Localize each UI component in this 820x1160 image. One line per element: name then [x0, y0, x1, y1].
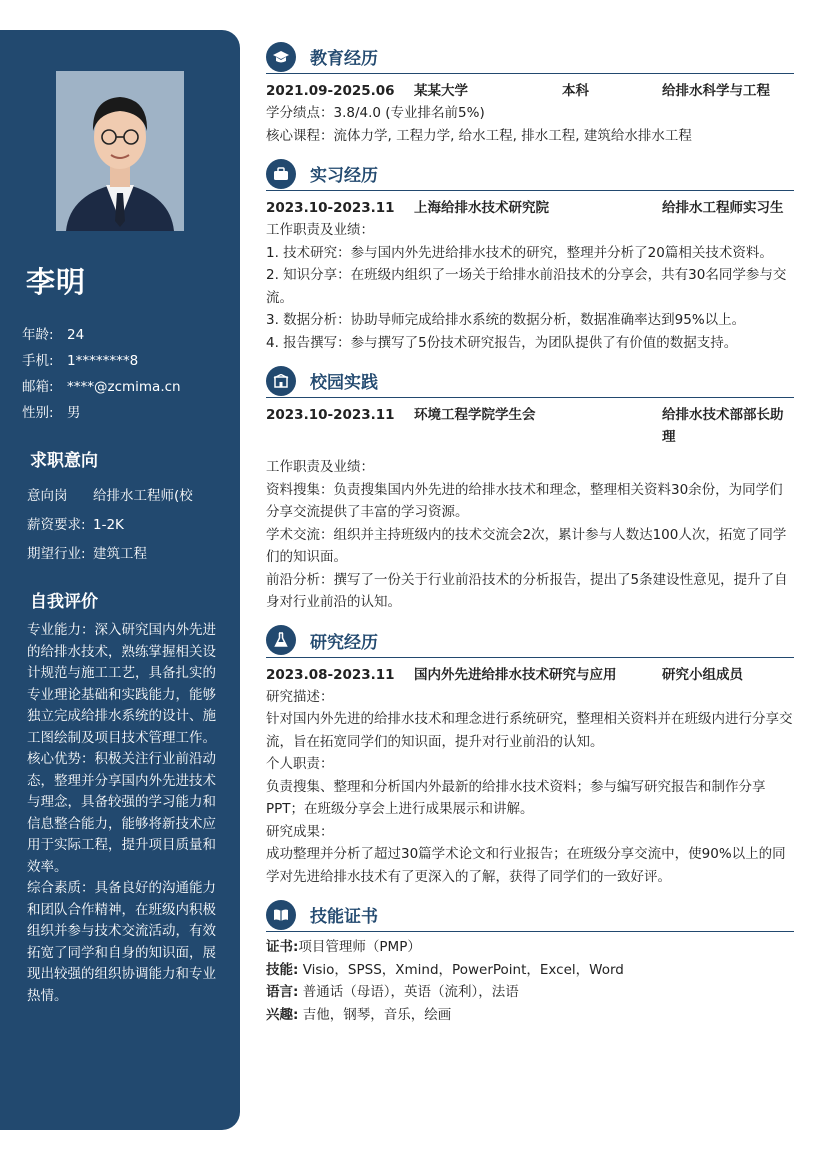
intent-row-industry: [27, 540, 227, 569]
entry-line: 研究描述：: [266, 688, 334, 705]
entry-header: [266, 404, 794, 448]
info-value: 24: [67, 327, 85, 343]
entry-body: [266, 102, 794, 147]
entry-role: 给排水技术部部长助理: [662, 407, 784, 445]
entry-line: 学术交流：组织并主持班级内的技术交流会2次，累计参与人数达100人次，拓宽了同学们的知识面。: [266, 526, 787, 565]
entry-line: 成功整理并分析了超过30篇学术论文和行业报告；在班级分享交流中，使90%以上的同学对先进给排水技术有了更深入的了解，获得了同学们的一致好评。: [266, 846, 786, 885]
skills-section: [266, 898, 794, 1026]
sidebar: [0, 30, 240, 1130]
entry-line: 1. 技术研究：参与国内外先进给排水技术的研究，整理并分析了20篇相关技术资料。: [266, 244, 773, 261]
entry-organization: 环境工程学院学生会: [414, 407, 536, 423]
skill-value: Visio，SPSS，Xmind，PowerPoint，Excel，Word: [298, 961, 624, 978]
skill-value: 普通话（母语），英语（流利），法语: [298, 984, 519, 1000]
info-value: 男: [67, 405, 81, 421]
skill-label: 技能:: [266, 961, 299, 978]
self-eval-paragraph: 核心优势：积极关注行业前沿动态，整理并分享国内外先进技术与理念，具备较强的学习能力和信息整合能力，能够将新技术应用于实际工程，提升项目质量和效率。: [27, 751, 216, 875]
entry-role: 研究小组成员: [662, 666, 743, 683]
entry-body: [266, 456, 794, 614]
entry-line: 工作职责及业绩：: [266, 459, 374, 475]
self-eval-paragraph: 专业能力：深入研究国内外先进的给排水技术，熟练掌握相关设计规范与施工工艺，具备扎实的专业理论基础和实践能力，能够独立完成给排水系统的设计、施工图绘制及项目技术管理工作。: [27, 622, 216, 746]
skill-row: [266, 959, 794, 982]
section-header: [266, 364, 794, 398]
info-row-gender: [22, 400, 181, 426]
skill-label: 兴趣:: [266, 1006, 299, 1023]
entry-line: 4. 报告撰写：参与撰写了5份技术研究报告，为团队提供了有价值的数据支持。: [266, 334, 738, 351]
info-row-age: [22, 322, 181, 348]
info-label: 年龄:: [22, 327, 54, 343]
entry-project: 国内外先进给排水技术研究与应用: [414, 666, 617, 683]
entry-line: 前沿分析：撰写了一份关于行业前沿技术的分析报告，提出了5条建设性意见，提升了自身对行业前沿的认知。: [266, 571, 788, 610]
section-title: 校园实践: [310, 373, 378, 393]
main-content: [266, 40, 794, 1032]
entry-line: 个人职责：: [266, 756, 334, 772]
entry-line: 资料搜集：负责搜集国内外先进的给排水技术和理念，整理相关资料30余份，为同学们分享交流提供了丰富的学习资源。: [266, 481, 783, 520]
entry-role: 给排水工程师实习生: [662, 200, 784, 216]
entry-line: 负责搜集、整理和分析国内外最新的给排水技术资料；参与编写研究报告和制作分享PPT；在班级分享会上进行成果展示和讲解。: [266, 778, 766, 817]
profile-photo: [56, 71, 184, 231]
intent-row-salary: [27, 511, 227, 540]
section-title: 实习经历: [310, 166, 378, 186]
intent-label: 薪资要求:: [27, 517, 86, 533]
skill-value: 项目管理师（PMP）: [298, 939, 421, 955]
info-row-email: [22, 374, 181, 400]
personal-info: [22, 322, 181, 426]
skills-list: [266, 936, 794, 1026]
entry-line: 工作职责及业绩：: [266, 222, 374, 238]
entry-body: [266, 686, 794, 889]
candidate-name: 李明: [26, 265, 87, 299]
entry-date: 2023.10-2023.11: [266, 407, 395, 423]
entry-line: 3. 数据分析：协助导师完成给排水系统的数据分析，数据准确率达到95%以上。: [266, 312, 746, 328]
intent-label: 期望行业:: [27, 546, 86, 562]
entry-line: 核心课程：流体力学, 工程力学, 给水工程, 排水工程, 建筑给水排水工程: [266, 127, 692, 144]
entry-organization: 上海给排水技术研究院: [414, 200, 549, 216]
entry-header: [266, 664, 794, 686]
intent-heading: 求职意向: [30, 451, 98, 471]
entry-major: 给排水科学与工程: [662, 83, 770, 99]
skill-label: 语言:: [266, 984, 299, 1000]
entry-degree: 本科: [562, 83, 589, 99]
book-icon: [266, 900, 296, 930]
intent-value: 1-2K: [93, 517, 124, 533]
education-section: [266, 40, 794, 147]
section-title: 教育经历: [310, 49, 378, 69]
entry-body: [266, 219, 794, 354]
intent-row-position: [27, 482, 227, 511]
entry-school: 某某大学: [414, 83, 468, 99]
entry-date: 2023.10-2023.11: [266, 200, 395, 216]
self-evaluation: [27, 620, 217, 1007]
entry-header: [266, 197, 794, 219]
building-icon: [266, 366, 296, 396]
self-eval-paragraph: 综合素质：具备良好的沟通能力和团队合作精神，在班级内积极组织并参与技术交流活动，有效拓宽了同学和自身的知识面，展现出较强的组织协调能力和专业热情。: [27, 880, 216, 1004]
entry-line: 针对国内外先进的给排水技术和理念进行系统研究，整理相关资料并在班级内进行分享交流，旨在拓宽同学们的知识面，提升对行业前沿的认知。: [266, 711, 793, 750]
skill-value: 吉他，钢琴，音乐，绘画: [298, 1006, 452, 1023]
info-label: 邮箱:: [22, 379, 54, 395]
info-label: 性别:: [22, 405, 54, 421]
entry-date: 2021.09-2025.06: [266, 83, 395, 99]
info-value: 1********8: [67, 353, 139, 369]
info-label: 手机:: [22, 353, 54, 369]
internship-section: [266, 157, 794, 354]
section-header: [266, 157, 794, 191]
intent-value: 给排水工程师(校: [93, 488, 193, 504]
job-intent: [27, 482, 227, 569]
entry-line: 研究成果：: [266, 823, 334, 840]
section-title: 技能证书: [310, 907, 378, 927]
entry-header: [266, 80, 794, 102]
flask-icon: [266, 625, 296, 655]
graduation-cap-icon: [266, 42, 296, 72]
info-value: ****@zcmima.cn: [67, 379, 181, 395]
section-title: 研究经历: [310, 632, 378, 653]
skill-row: [266, 1004, 794, 1027]
intent-label: 意向岗: [27, 488, 68, 504]
section-header: [266, 898, 794, 932]
entry-line: 学分绩点：3.8/4.0 (专业排名前5%): [266, 105, 485, 121]
skill-label: 证书:: [266, 939, 299, 955]
info-row-phone: [22, 348, 181, 374]
section-header: [266, 40, 794, 74]
entry-date: 2023.08-2023.11: [266, 666, 395, 683]
section-header: [266, 624, 794, 658]
skill-row: [266, 981, 794, 1004]
skill-row: [266, 936, 794, 959]
briefcase-icon: [266, 159, 296, 189]
self-eval-heading: 自我评价: [30, 592, 98, 612]
intent-value: 建筑工程: [93, 546, 147, 562]
entry-line: 2. 知识分享：在班级内组织了一场关于给排水前沿技术的分享会，共有30名同学参与交流。: [266, 267, 787, 306]
campus-section: [266, 364, 794, 614]
research-section: [266, 624, 794, 889]
